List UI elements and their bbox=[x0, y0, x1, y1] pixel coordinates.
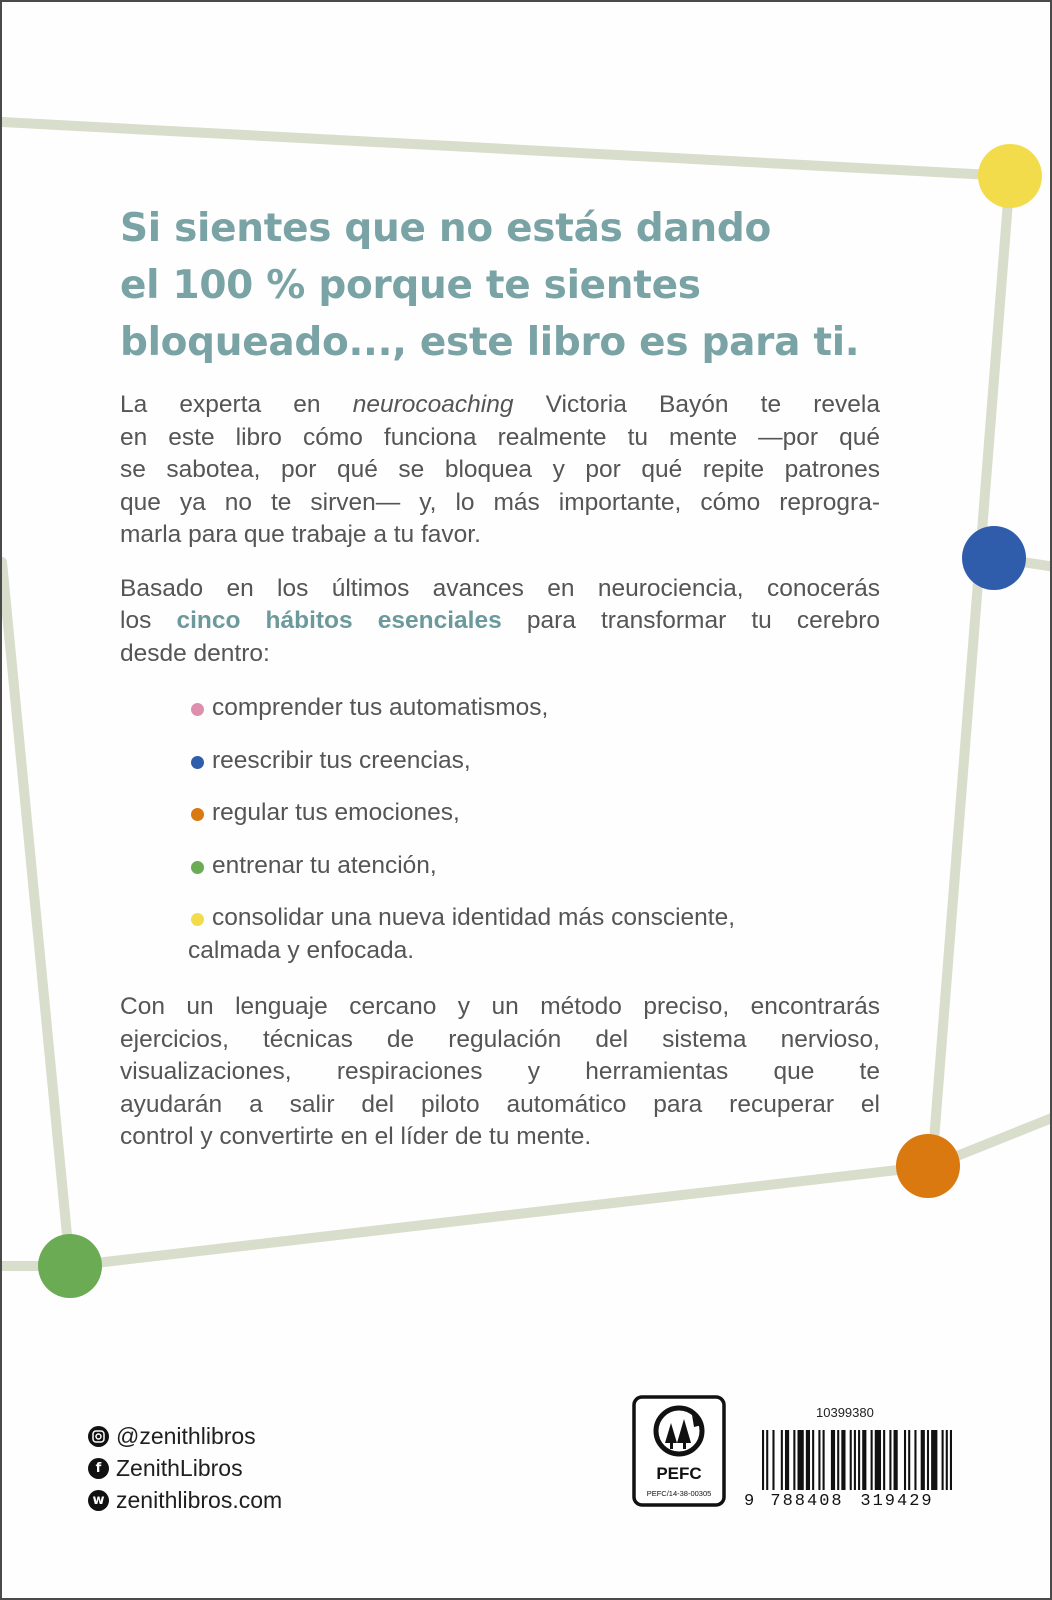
barcode-bar bbox=[772, 1430, 774, 1490]
list-item: comprender tus automatismos, bbox=[120, 692, 880, 725]
barcode-bar bbox=[946, 1430, 948, 1490]
yellow-node bbox=[978, 144, 1042, 208]
barcode-bar bbox=[797, 1430, 803, 1490]
barcode-bar bbox=[921, 1430, 925, 1490]
barcode-bar bbox=[831, 1430, 835, 1490]
internal-code: 10399380 bbox=[816, 1405, 874, 1420]
orange-node bbox=[896, 1134, 960, 1198]
main-text bbox=[120, 200, 880, 1154]
barcode-bar bbox=[908, 1430, 910, 1490]
network-line-right bbox=[932, 176, 1010, 1166]
barcode-bar bbox=[914, 1430, 916, 1490]
network-line-top bbox=[2, 122, 1010, 176]
paragraph-method-line: control y convertirte en el líder de tu mente. bbox=[120, 1123, 592, 1150]
ean-digits bbox=[744, 1492, 956, 1511]
social-links bbox=[88, 1420, 282, 1516]
barcode-bar bbox=[950, 1430, 952, 1490]
paragraph-intro-line: se sabotea, por qué se bloquea y por qué repite patrones bbox=[120, 456, 880, 483]
barcode-bar bbox=[793, 1430, 795, 1490]
barcode-bar bbox=[762, 1430, 764, 1490]
barcode-bar bbox=[858, 1430, 860, 1490]
bullet-dot-icon bbox=[191, 808, 204, 821]
instagram-handle: @zenithlibros bbox=[116, 1422, 256, 1449]
ean-group-2: 319429 bbox=[860, 1492, 934, 1511]
list-item-continuation: calmada y enfocada. bbox=[188, 936, 415, 964]
paragraph-method-line: ejercicios, técnicas de regulación del sistema nervioso, bbox=[120, 1025, 880, 1053]
neurocoaching-term: neurocoaching bbox=[352, 391, 514, 418]
barcode-bar bbox=[931, 1430, 937, 1490]
barcode-bar bbox=[850, 1430, 852, 1490]
barcode-bar bbox=[854, 1430, 856, 1490]
barcode-bar bbox=[871, 1430, 873, 1490]
isbn-barcode bbox=[744, 1405, 956, 1515]
ean-group-1: 788408 bbox=[770, 1492, 844, 1511]
paragraph-method-line: ayudarán a salir del piloto automático para recuperar el bbox=[120, 1090, 880, 1118]
barcode-bar bbox=[927, 1430, 929, 1490]
paragraph-intro-line: que ya no te sirven— y, lo más importante, cómo reprogra- bbox=[120, 488, 880, 516]
paragraph-intro bbox=[120, 389, 880, 552]
paragraph-habits-intro bbox=[120, 573, 880, 671]
barcode-bar bbox=[894, 1430, 898, 1490]
barcode-bar bbox=[837, 1430, 839, 1490]
paragraph-habits-line: Basado en los últimos avances en neurociencia, conocerás bbox=[120, 574, 880, 602]
website-url: zenithlibros.com bbox=[116, 1486, 283, 1513]
bullet-dot-icon bbox=[191, 861, 204, 874]
instagram-link[interactable] bbox=[88, 1420, 282, 1452]
five-habits-highlight: cinco hábitos esenciales bbox=[176, 607, 502, 634]
barcode-bar bbox=[766, 1430, 768, 1490]
headline bbox=[120, 200, 880, 371]
bullet-dot-icon bbox=[191, 703, 204, 716]
paragraph-habits-line: los cinco hábitos esenciales para transformar tu cerebro bbox=[120, 607, 880, 634]
barcode-bar bbox=[823, 1430, 825, 1490]
paragraph-intro-line: marla para que trabaje a tu favor. bbox=[120, 521, 481, 548]
paragraph-habits-line: desde dentro: bbox=[120, 639, 270, 667]
instagram-icon bbox=[88, 1426, 109, 1447]
pefc-code: PEFC/14-38-00305 bbox=[646, 1489, 712, 1498]
list-item: entrenar tu atención, bbox=[120, 850, 880, 883]
headline-line-1: Si sientes que no estás dando bbox=[120, 206, 771, 251]
list-item: regular tus emociones, bbox=[120, 797, 880, 830]
bullet-dot-icon bbox=[191, 756, 204, 769]
headline-line-2: el 100 % porque te sientes bbox=[120, 263, 701, 308]
green-node bbox=[38, 1234, 102, 1298]
barcode-bar bbox=[818, 1430, 820, 1490]
facebook-handle: ZenithLibros bbox=[116, 1454, 243, 1481]
headline-line-3: bloqueado..., este libro es para ti. bbox=[120, 320, 860, 365]
barcode-bar bbox=[781, 1430, 783, 1490]
barcode-bar bbox=[875, 1430, 881, 1490]
paragraph-intro-line: La experta en neurocoaching Victoria Bayón te revela bbox=[120, 391, 880, 418]
blue-node bbox=[962, 526, 1026, 590]
pefc-logo bbox=[632, 1395, 726, 1507]
habits-list bbox=[120, 692, 880, 967]
barcode-bar bbox=[812, 1430, 814, 1490]
paragraph-method-line: Con un lenguaje cercano y un método preciso, encontrarás bbox=[120, 993, 880, 1020]
paragraph-method-line: visualizaciones, respiraciones y herramientas que te bbox=[120, 1058, 880, 1085]
network-line-left bbox=[2, 562, 70, 1266]
barcode-bar bbox=[883, 1430, 885, 1490]
barcode-bar bbox=[942, 1430, 944, 1490]
barcode-bar bbox=[889, 1430, 891, 1490]
facebook-link[interactable] bbox=[88, 1452, 282, 1484]
barcode-bar bbox=[904, 1430, 906, 1490]
barcode-bar bbox=[806, 1430, 810, 1490]
barcode-bar bbox=[841, 1430, 845, 1490]
website-link[interactable] bbox=[88, 1484, 282, 1516]
pefc-label: PEFC bbox=[656, 1464, 702, 1483]
facebook-icon: f bbox=[88, 1458, 109, 1479]
list-item: consolidar una nueva identidad más consciente, calmada y enfocada. bbox=[120, 902, 880, 967]
barcode-bars bbox=[762, 1430, 952, 1490]
ean-lead-digit: 9 bbox=[744, 1492, 755, 1511]
network-line-bottom bbox=[70, 1166, 932, 1266]
barcode-bar bbox=[785, 1430, 789, 1490]
web-icon: w bbox=[88, 1490, 109, 1511]
bullet-dot-icon bbox=[191, 913, 204, 926]
barcode-bar bbox=[862, 1430, 866, 1490]
paragraph-intro-line: en este libro cómo funciona realmente tu mente —por qué bbox=[120, 423, 880, 451]
paragraph-method bbox=[120, 991, 880, 1154]
list-item: reescribir tus creencias, bbox=[120, 745, 880, 778]
